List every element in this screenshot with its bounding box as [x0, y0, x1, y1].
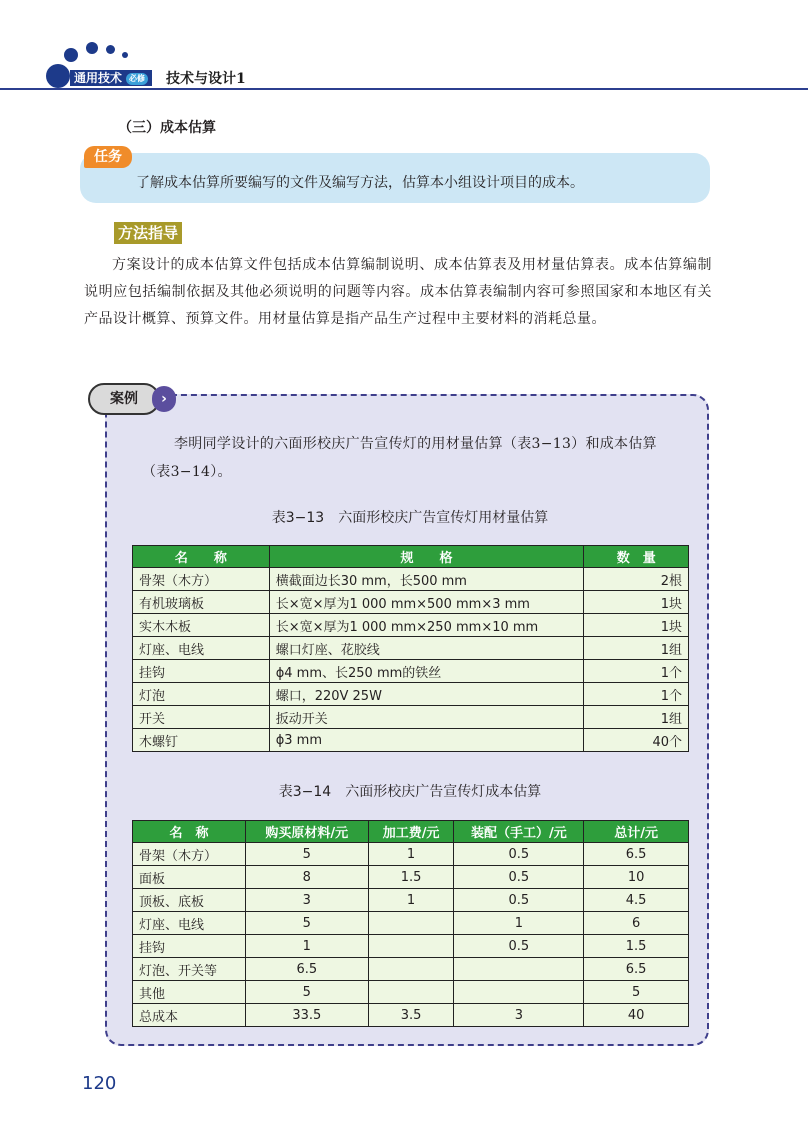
table-cell: 0.5 [454, 843, 584, 866]
book-title: 技术与设计1 [166, 71, 246, 87]
table14-caption: 表3−14 六面形校庆广告宣传灯成本估算 [278, 784, 542, 800]
case-intro: 李明同学设计的六面形校庆广告宣传灯的用材量估算（表3−13）和成本估算（表3−14）。 [142, 436, 657, 480]
table-cell: 骨架（木方） [133, 843, 246, 866]
table-cell: 木螺钉 [133, 729, 270, 752]
table-cell: 1块 [584, 591, 689, 614]
table-row [133, 637, 689, 660]
table-cell: 1组 [584, 637, 689, 660]
table-cell: 1组 [584, 706, 689, 729]
table-cell: 1 [368, 889, 454, 912]
table-cell: 长×宽×厚为1 000 mm×500 mm×3 mm [269, 591, 584, 614]
table-cell: 灯座、电线 [133, 912, 246, 935]
table-row [133, 935, 689, 958]
table-row [133, 1004, 689, 1027]
table-cell: 5 [245, 912, 368, 935]
table13-header-spec: 规 格 [269, 546, 584, 568]
header-dot-2 [86, 42, 98, 54]
table-cell: 1.5 [368, 866, 454, 889]
table-cell [368, 912, 454, 935]
table-cell: 灯座、电线 [133, 637, 270, 660]
table-row [133, 706, 689, 729]
table-cell: 6.5 [245, 958, 368, 981]
table-cell: 5 [245, 843, 368, 866]
table14-header-total: 总计/元 [584, 821, 689, 843]
table-cell [368, 935, 454, 958]
method-paragraph: 方案设计的成本估算文件包括成本估算编制说明、成本估算表及用材量估算表。成本估算编制说明应包括编制依据及其他必须说明的问题等内容。成本估算表编制内容可参照国家和本地区有关产品设计概算、预算文件。用材量估算是指产品生产过程中主要材料的消耗总量。 [84, 257, 712, 327]
table-cell: 骨架（木方） [133, 568, 270, 591]
table-cell: 8 [245, 866, 368, 889]
table14-header-processing: 加工费/元 [368, 821, 454, 843]
table-cell: 挂钩 [133, 935, 246, 958]
table-cell: 40 [584, 1004, 689, 1027]
task-label: 任务 [84, 146, 132, 168]
table-cell: 长×宽×厚为1 000 mm×250 mm×10 mm [269, 614, 584, 637]
table-cell [454, 981, 584, 1004]
table-row [133, 591, 689, 614]
table-cell: 面板 [133, 866, 246, 889]
table-cell: 40个 [584, 729, 689, 752]
table-cell: 有机玻璃板 [133, 591, 270, 614]
table13-header-qty: 数 量 [584, 546, 689, 568]
table-cell: 螺口灯座、花胶线 [269, 637, 584, 660]
table-cell: 横截面边长30 mm，长500 mm [269, 568, 584, 591]
table13 [132, 545, 689, 752]
case-label: 案例 [88, 383, 160, 415]
table14-header-assembly: 装配（手工）/元 [454, 821, 584, 843]
table-row [133, 614, 689, 637]
header-dot-large [46, 64, 70, 88]
table-cell [454, 958, 584, 981]
table-cell: 1 [454, 912, 584, 935]
table-cell: 总成本 [133, 1004, 246, 1027]
table-cell: 1.5 [584, 935, 689, 958]
table-cell: 6.5 [584, 843, 689, 866]
table-row [133, 683, 689, 706]
table-cell: 1 [245, 935, 368, 958]
table-cell: 0.5 [454, 866, 584, 889]
table-cell: 顶板、底板 [133, 889, 246, 912]
table-cell: 灯泡 [133, 683, 270, 706]
header-dot-3 [106, 45, 115, 54]
table-row [133, 660, 689, 683]
table-cell: 螺口，220V 25W [269, 683, 584, 706]
table-cell: 2根 [584, 568, 689, 591]
table-cell [368, 981, 454, 1004]
table-cell: 1 [368, 843, 454, 866]
table-cell: 6.5 [584, 958, 689, 981]
table-cell: 开关 [133, 706, 270, 729]
table-cell: 5 [245, 981, 368, 1004]
table-cell: 4.5 [584, 889, 689, 912]
table-cell: 其他 [133, 981, 246, 1004]
table-row [133, 866, 689, 889]
table-row [133, 568, 689, 591]
table-cell: 6 [584, 912, 689, 935]
series-tag [70, 70, 152, 86]
table-cell: 扳动开关 [269, 706, 584, 729]
table14 [132, 820, 689, 1027]
table-row [133, 729, 689, 752]
table14-header-name: 名 称 [133, 821, 246, 843]
page-number: 120 [82, 1073, 117, 1094]
table-cell: 1个 [584, 660, 689, 683]
table13-header-name: 名 称 [133, 546, 270, 568]
table-cell: ϕ3 mm [269, 729, 584, 752]
table-cell: 3 [454, 1004, 584, 1027]
header-dot-4 [122, 52, 128, 58]
case-arrow-icon: › [152, 386, 176, 412]
table-cell: 1个 [584, 683, 689, 706]
table-row [133, 912, 689, 935]
table-cell: 0.5 [454, 935, 584, 958]
task-text: 了解成本估算所要编写的文件及编写方法，估算本小组设计项目的成本。 [136, 175, 584, 191]
table13-caption: 表3−13 六面形校庆广告宣传灯用材量估算 [271, 510, 549, 526]
series-sub-badge: 必修 [126, 73, 148, 85]
table-cell [368, 958, 454, 981]
table-cell: 实木木板 [133, 614, 270, 637]
table-cell: 5 [584, 981, 689, 1004]
section-title: （三）成本估算 [118, 120, 216, 136]
table-cell: 33.5 [245, 1004, 368, 1027]
table-cell: 3 [245, 889, 368, 912]
table-cell: ϕ4 mm、长250 mm的铁丝 [269, 660, 584, 683]
table-row [133, 981, 689, 1004]
table-cell: 10 [584, 866, 689, 889]
header-rule [0, 88, 808, 90]
table-cell: 1块 [584, 614, 689, 637]
method-label: 方法指导 [114, 222, 182, 244]
table-cell: 3.5 [368, 1004, 454, 1027]
table-cell: 挂钩 [133, 660, 270, 683]
table-row [133, 958, 689, 981]
table-cell: 灯泡、开关等 [133, 958, 246, 981]
table-cell: 0.5 [454, 889, 584, 912]
table-row [133, 889, 689, 912]
table-row [133, 843, 689, 866]
header-dot-1 [64, 48, 78, 62]
series-tag-text: 通用技术 [74, 71, 123, 85]
table14-header-material: 购买原材料/元 [245, 821, 368, 843]
